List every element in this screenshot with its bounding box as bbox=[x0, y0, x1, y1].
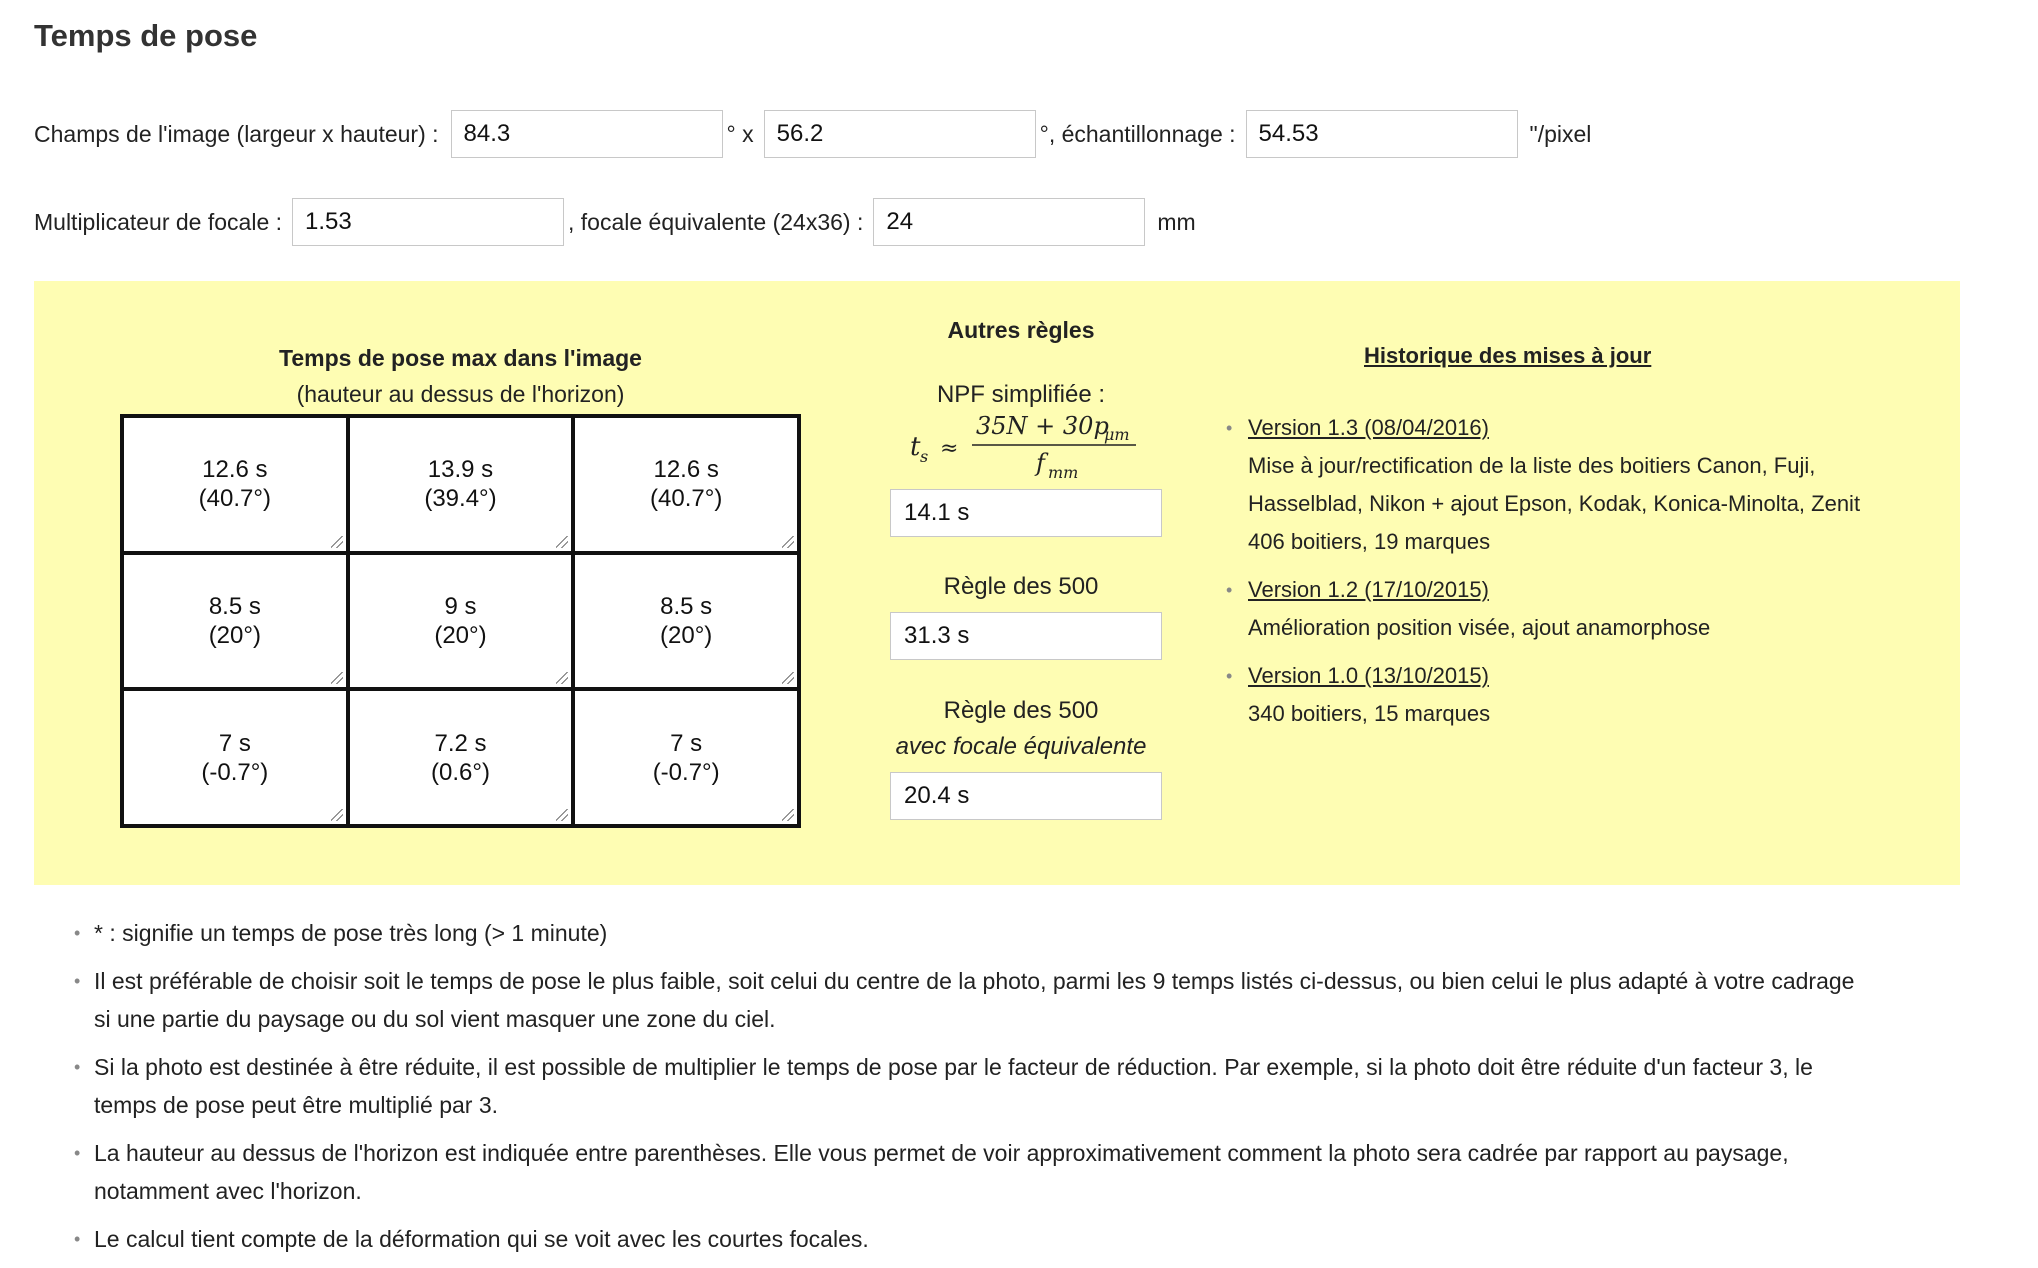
note-text: Si la photo est destinée à être réduite, il est possible de multiplier le temps de pose par le facteur de réduction. Par exemple, si la photo doit être réduite d'un facteur 3, le bbox=[94, 1054, 1813, 1080]
note-text: temps de pose peut être multiplié par 3. bbox=[94, 1092, 499, 1118]
bullet-icon: • bbox=[74, 971, 81, 991]
cell-time: 12.6 s bbox=[653, 456, 719, 484]
version-link[interactable]: Version 1.2 (17/10/2015) bbox=[1248, 577, 1489, 602]
note-item bbox=[72, 1134, 1992, 1210]
cell-altitude: (40.7°) bbox=[650, 485, 723, 513]
resize-grip-icon[interactable] bbox=[782, 809, 794, 821]
grid-cell[interactable] bbox=[573, 553, 799, 690]
grid-cell[interactable] bbox=[573, 416, 799, 553]
sampling-field[interactable]: 54.53 bbox=[1246, 110, 1518, 158]
grid-title: Temps de pose max dans l'image bbox=[279, 345, 642, 371]
rule500-output[interactable]: 31.3 s bbox=[890, 612, 1162, 660]
history-item bbox=[1224, 571, 1924, 647]
cell-altitude: (0.6°) bbox=[431, 758, 490, 786]
history-list bbox=[1224, 409, 1924, 743]
cell-altitude: (39.4°) bbox=[424, 485, 497, 513]
resize-grip-icon[interactable] bbox=[782, 536, 794, 548]
resize-grip-icon[interactable] bbox=[331, 536, 343, 548]
cell-time: 7 s bbox=[670, 729, 703, 757]
note-text: La hauteur au dessus de l'horizon est indiquée entre parenthèses. Elle vous permet de voir approximativement comment la photo sera cadrée par rapport au paysage, bbox=[94, 1140, 1789, 1166]
svg-text:t: t bbox=[910, 432, 921, 462]
rules-title: Autres règles bbox=[947, 317, 1095, 343]
cell-time: 7 s bbox=[218, 729, 251, 757]
cell-altitude: (-0.7°) bbox=[201, 758, 269, 786]
exposure-grid bbox=[120, 414, 801, 828]
equiv-label: , focale équivalente (24x36) : bbox=[568, 208, 864, 235]
cell-altitude: (40.7°) bbox=[198, 485, 271, 513]
version-link[interactable]: Version 1.0 (13/10/2015) bbox=[1248, 663, 1489, 688]
note-item bbox=[72, 1048, 1992, 1124]
note-item bbox=[72, 1220, 1992, 1258]
history-text: Amélioration position visée, ajout anamorphose bbox=[1248, 615, 1711, 640]
grid-cell[interactable] bbox=[573, 689, 799, 826]
bullet-icon: • bbox=[74, 1229, 81, 1249]
npf-output[interactable]: 14.1 s bbox=[890, 489, 1162, 537]
history-item bbox=[1224, 409, 1924, 561]
cell-altitude: (20°) bbox=[434, 621, 487, 649]
grid-cell[interactable] bbox=[122, 416, 348, 553]
cell-time: 8.5 s bbox=[660, 592, 713, 620]
note-item bbox=[72, 914, 1992, 952]
cell-time: 8.5 s bbox=[208, 592, 261, 620]
cell-altitude: (20°) bbox=[660, 621, 713, 649]
height-field[interactable]: 56.2 bbox=[764, 110, 1036, 158]
sampling-label: °, échantillonnage : bbox=[1039, 120, 1236, 147]
svg-text:μm: μm bbox=[1104, 425, 1130, 444]
resize-grip-icon[interactable] bbox=[556, 536, 568, 548]
note-text: * : signifie un temps de pose très long (> 1 minute) bbox=[94, 920, 608, 946]
cell-time: 7.2 s bbox=[434, 729, 487, 757]
notes-list bbox=[72, 914, 1992, 1268]
npf-formula-icon bbox=[904, 409, 1184, 481]
npf-label: NPF simplifiée : bbox=[936, 381, 1106, 408]
field-sep: ° x bbox=[726, 120, 754, 147]
bullet-icon: • bbox=[74, 1057, 81, 1077]
cell-time: 9 s bbox=[444, 592, 477, 620]
bullet-icon: • bbox=[1226, 666, 1233, 686]
rule500eq-sublabel: avec focale équivalente bbox=[895, 733, 1147, 760]
cell-altitude: (20°) bbox=[208, 621, 261, 649]
grid-cell[interactable] bbox=[122, 689, 348, 826]
history-text: 406 boitiers, 19 marques bbox=[1248, 529, 1491, 554]
focal-row bbox=[34, 198, 1196, 246]
equiv-field[interactable]: 24 bbox=[873, 198, 1145, 246]
note-text: notamment avec l'horizon. bbox=[94, 1178, 362, 1204]
bullet-icon: • bbox=[1226, 418, 1233, 438]
note-text: Il est préférable de choisir soit le temps de pose le plus faible, soit celui du centre de la photo, parmi les 9 temps listés ci-dessus, ou bien celui le plus adapté à votre cadrage bbox=[94, 968, 1855, 994]
resize-grip-icon[interactable] bbox=[556, 672, 568, 684]
note-text: Le calcul tient compte de la déformation qui se voit avec les courtes focales. bbox=[94, 1226, 869, 1252]
rule500-label: Règle des 500 bbox=[943, 573, 1099, 600]
rule500eq-label: Règle des 500 bbox=[943, 697, 1099, 724]
resize-grip-icon[interactable] bbox=[556, 809, 568, 821]
grid-cell[interactable] bbox=[348, 553, 574, 690]
resize-grip-icon[interactable] bbox=[331, 672, 343, 684]
multiplier-field[interactable]: 1.53 bbox=[292, 198, 564, 246]
grid-cell[interactable] bbox=[348, 416, 574, 553]
version-link[interactable]: Version 1.3 (08/04/2016) bbox=[1248, 415, 1489, 440]
svg-text:35N + 30p: 35N + 30p bbox=[976, 412, 1109, 440]
svg-text:mm: mm bbox=[1048, 463, 1079, 481]
grid-cell[interactable] bbox=[348, 689, 574, 826]
focal-label: Multiplicateur de focale : bbox=[34, 208, 283, 235]
grid-cell[interactable] bbox=[122, 553, 348, 690]
sampling-unit: "/pixel bbox=[1529, 120, 1592, 147]
bullet-icon: • bbox=[74, 1143, 81, 1163]
rule500eq-output[interactable]: 20.4 s bbox=[890, 772, 1162, 820]
results-panel bbox=[34, 281, 1960, 885]
field-row bbox=[34, 110, 1591, 158]
history-item bbox=[1224, 657, 1924, 733]
history-title[interactable]: Historique des mises à jour bbox=[1364, 343, 1652, 368]
cell-time: 13.9 s bbox=[427, 456, 494, 484]
width-field[interactable]: 84.3 bbox=[451, 110, 723, 158]
note-text: si une partie du paysage ou du sol vient masquer une zone du ciel. bbox=[94, 1006, 776, 1032]
svg-text:f: f bbox=[1036, 449, 1045, 477]
history-text: Mise à jour/rectification de la liste des boitiers Canon, Fuji, bbox=[1248, 453, 1816, 478]
svg-text:≈: ≈ bbox=[940, 436, 959, 461]
page-title: Temps de pose bbox=[34, 18, 258, 53]
focal-unit: mm bbox=[1157, 208, 1196, 235]
resize-grip-icon[interactable] bbox=[782, 672, 794, 684]
field-label: Champs de l'image (largeur x hauteur) : bbox=[34, 120, 439, 147]
history-text: Hasselblad, Nikon + ajout Epson, Kodak, Konica-Minolta, Zenit bbox=[1248, 491, 1861, 516]
svg-text:s: s bbox=[920, 447, 929, 466]
cell-time: 12.6 s bbox=[202, 456, 268, 484]
grid-subtitle: (hauteur au dessus de l'horizon) bbox=[296, 381, 625, 407]
cell-altitude: (-0.7°) bbox=[652, 758, 720, 786]
note-item bbox=[72, 962, 1992, 1038]
bullet-icon: • bbox=[1226, 580, 1233, 600]
resize-grip-icon[interactable] bbox=[331, 809, 343, 821]
history-text: 340 boitiers, 15 marques bbox=[1248, 701, 1491, 726]
bullet-icon: • bbox=[74, 923, 81, 943]
